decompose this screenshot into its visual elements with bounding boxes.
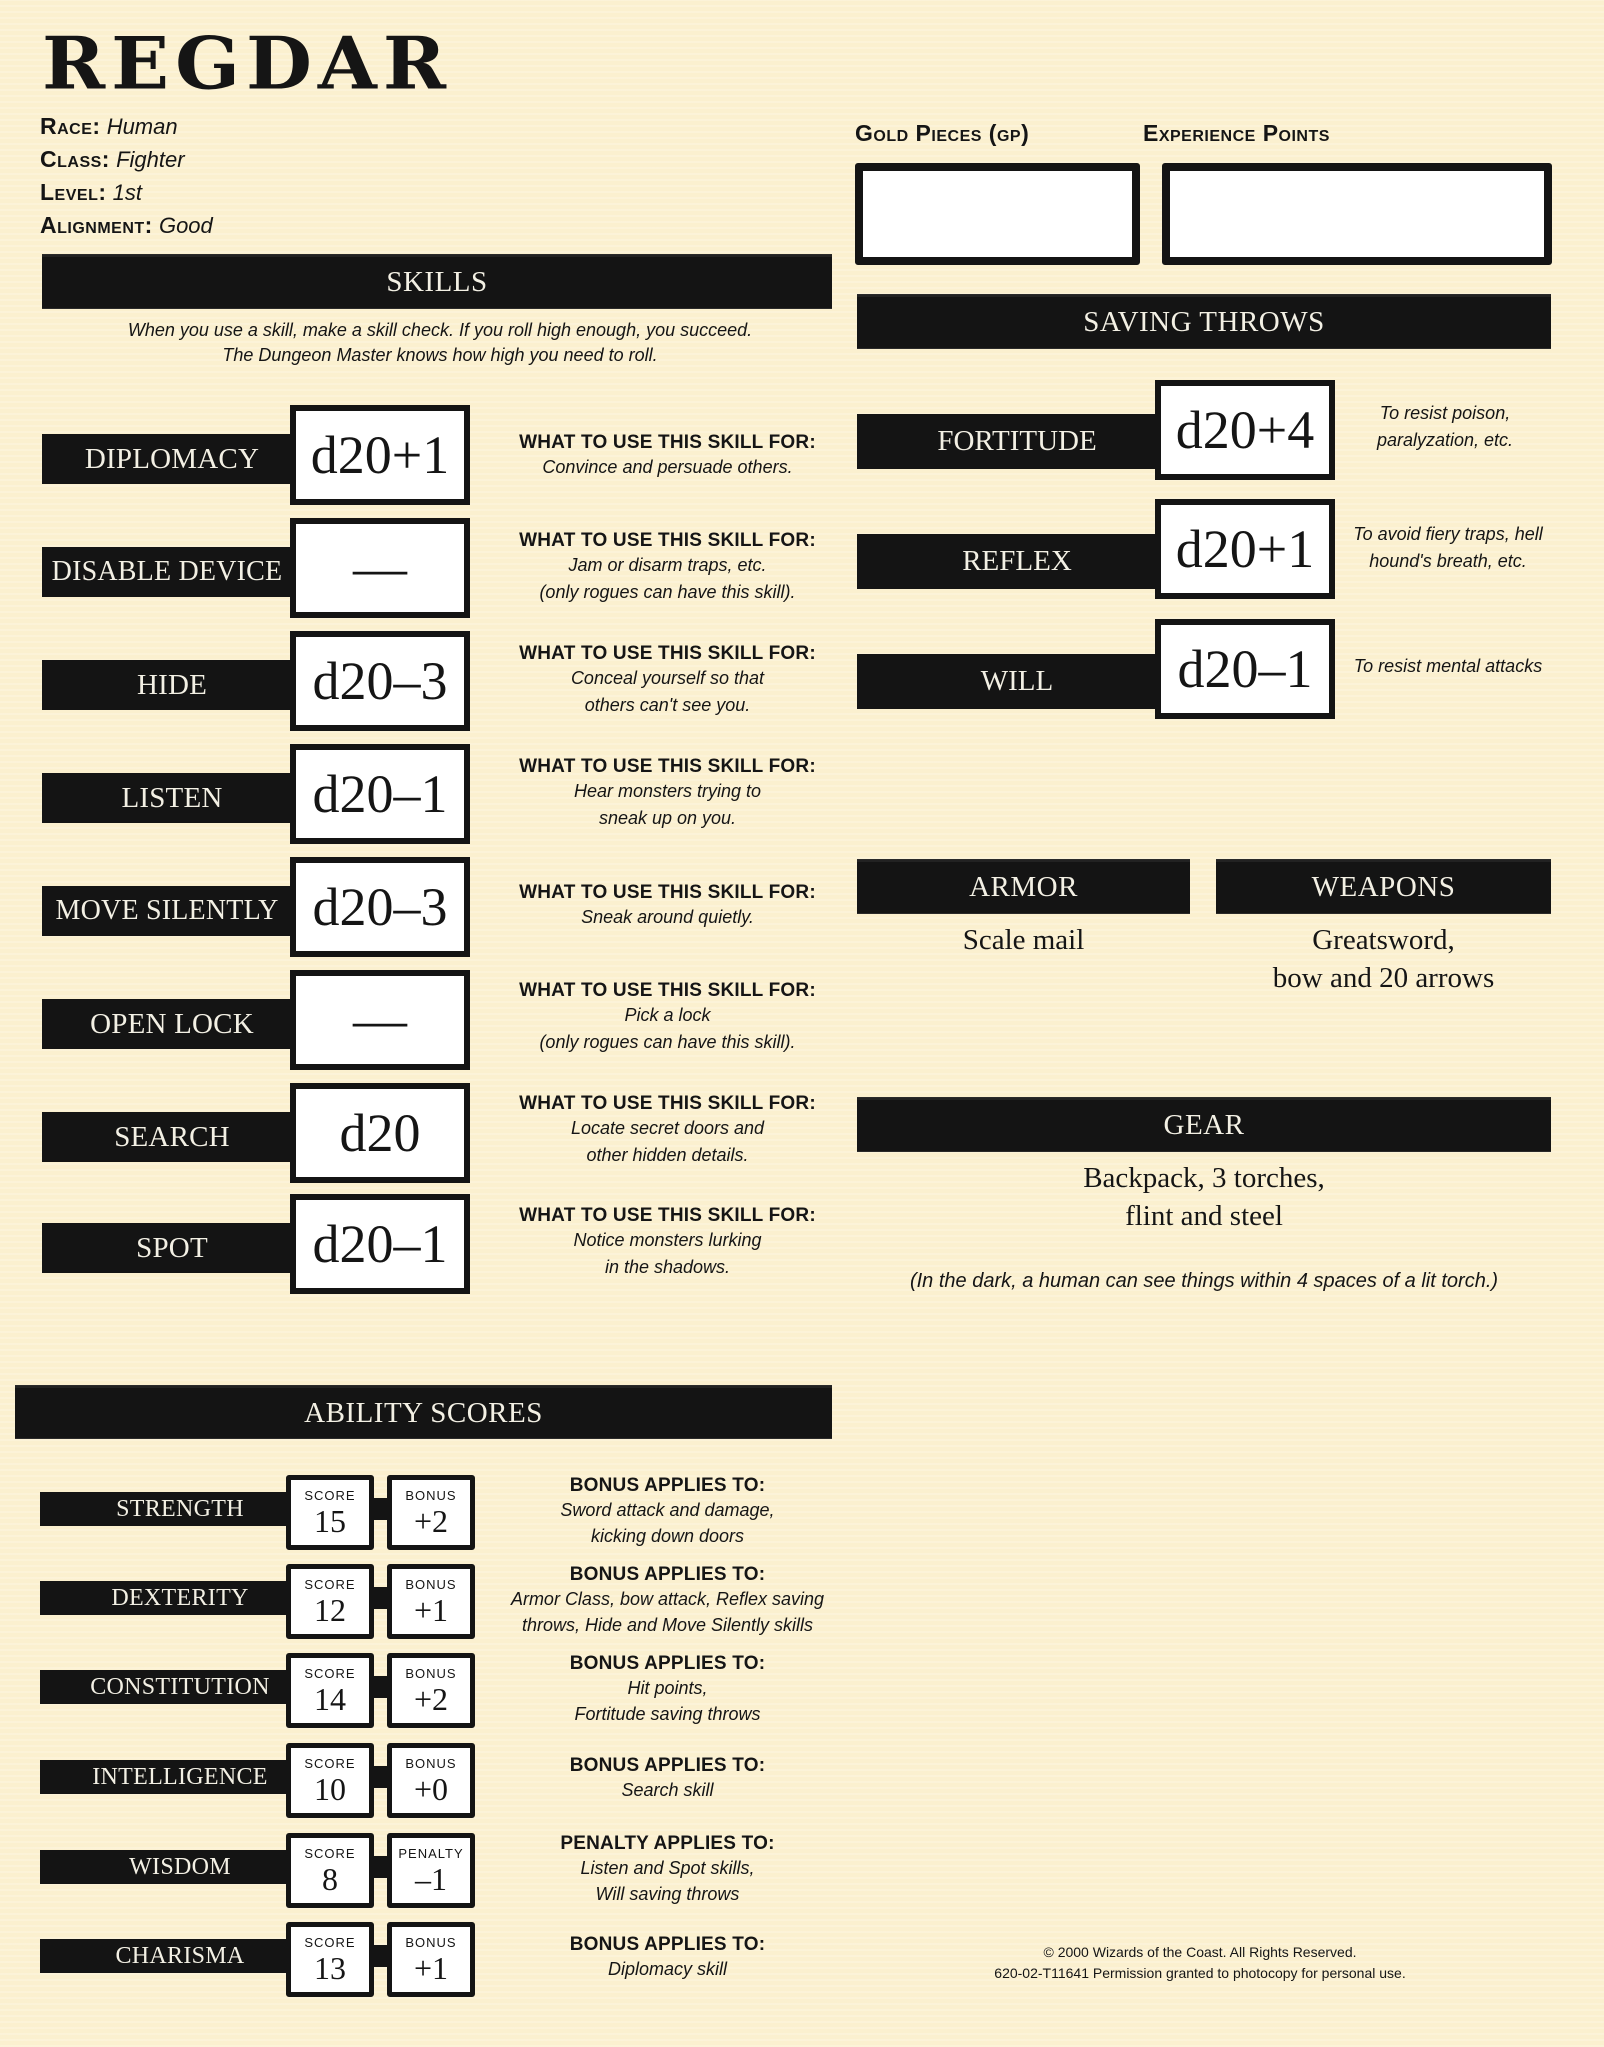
- skills-intro-line2: The Dungeon Master knows how high you need to roll.: [222, 345, 658, 365]
- skill-roll-box: d20–1: [290, 744, 470, 844]
- ability-desc-heading: BONUS APPLIES TO:: [569, 1475, 766, 1496]
- ability-scores-title: ABILITY SCORES: [304, 1396, 543, 1429]
- ability-name: DEXTERITY: [40, 1581, 320, 1615]
- skills-title: SKILLS: [386, 266, 488, 298]
- score-box: [286, 1564, 374, 1639]
- save-roll-box: d20+4: [1155, 380, 1335, 480]
- level-row: [40, 176, 213, 209]
- ability-description: [495, 1653, 840, 1727]
- ability-desc-line1: Hit points,: [627, 1678, 708, 1698]
- skill-desc-heading: WHAT TO USE THIS SKILL FOR:: [519, 530, 816, 551]
- skill-desc-heading: WHAT TO USE THIS SKILL FOR:: [519, 432, 816, 453]
- skill-roll-box: d20: [290, 1083, 470, 1183]
- ability-name: STRENGTH: [40, 1492, 320, 1526]
- save-desc-line1: To resist mental attacks: [1353, 656, 1543, 676]
- score-value: 8: [322, 1860, 338, 1897]
- saving-throws-banner: [857, 295, 1551, 348]
- score-value: 14: [314, 1680, 346, 1717]
- skill-desc-heading: WHAT TO USE THIS SKILL FOR:: [519, 1093, 816, 1114]
- save-name: REFLEX: [857, 534, 1177, 589]
- skill-description: [500, 1205, 835, 1281]
- skill-desc-heading: WHAT TO USE THIS SKILL FOR:: [519, 1205, 816, 1226]
- gold-label: Gold Pieces (gp): [855, 120, 1030, 146]
- ability-desc-line2: Will saving throws: [595, 1884, 740, 1904]
- save-name: FORTITUDE: [857, 414, 1177, 469]
- score-caption: SCORE: [304, 1755, 356, 1771]
- ability-desc-line1: Sword attack and damage,: [560, 1500, 775, 1520]
- xp-field[interactable]: [1162, 163, 1552, 265]
- skill-name: DISABLE DEVICE: [42, 547, 292, 597]
- save-desc-line2: paralyzation, etc.: [1376, 430, 1514, 450]
- skill-roll-box: —: [290, 518, 470, 618]
- save-description: [1340, 400, 1550, 454]
- gear-note: (In the dark, a human can see things within 4 spaces of a lit torch.): [909, 1270, 1499, 1292]
- skill-name: LISTEN: [42, 773, 302, 823]
- skill-desc-line1: Conceal yourself so that: [570, 668, 765, 688]
- skill-desc-line1: Locate secret doors and: [570, 1118, 765, 1138]
- skill-desc-heading: WHAT TO USE THIS SKILL FOR:: [519, 980, 816, 1001]
- armor-title: ARMOR: [969, 871, 1078, 903]
- ability-desc-heading: BONUS APPLIES TO:: [569, 1564, 766, 1585]
- race-value: Human: [106, 114, 178, 139]
- gear-line2: flint and steel: [1125, 1200, 1283, 1232]
- skill-desc-line1: Hear monsters trying to: [573, 781, 762, 801]
- skill-name: DIPLOMACY: [42, 434, 302, 484]
- alignment-label: Alignment:: [40, 212, 153, 238]
- gear-title: GEAR: [1163, 1109, 1245, 1141]
- ability-desc-line2: Fortitude saving throws: [574, 1704, 761, 1724]
- skill-description: [500, 882, 835, 931]
- gold-field[interactable]: [855, 163, 1140, 265]
- skill-description: [500, 756, 835, 832]
- skill-desc-line2: (only rogues can have this skill).: [539, 582, 796, 602]
- modifier-value: –1: [415, 1860, 447, 1897]
- weapons-line1: Greatsword,: [1312, 924, 1455, 956]
- skill-name: MOVE SILENTLY: [42, 886, 292, 936]
- skill-desc-line1: Convince and persuade others.: [542, 457, 793, 477]
- ability-description: [495, 1564, 840, 1638]
- modifier-value: +2: [413, 1680, 449, 1717]
- weapons-value: [1216, 921, 1551, 997]
- modifier-box: [387, 1653, 475, 1728]
- ability-name: WISDOM: [40, 1850, 320, 1884]
- character-info: [40, 110, 213, 242]
- skill-desc-line2: other hidden details.: [586, 1145, 749, 1165]
- score-box: [286, 1833, 374, 1908]
- modifier-value: +1: [413, 1591, 449, 1628]
- weapons-title: WEAPONS: [1311, 871, 1456, 903]
- score-value: 13: [314, 1949, 346, 1986]
- ability-desc-line1: Diplomacy skill: [607, 1959, 728, 1979]
- save-description: [1338, 521, 1558, 575]
- skills-banner: [42, 255, 832, 308]
- ability-desc-heading: BONUS APPLIES TO:: [569, 1755, 766, 1776]
- score-caption: SCORE: [304, 1845, 356, 1861]
- modifier-value: +1: [413, 1949, 449, 1986]
- armor-value: Scale mail: [962, 924, 1085, 956]
- ability-desc-line1: Listen and Spot skills,: [580, 1858, 755, 1878]
- class-row: [40, 143, 213, 176]
- save-roll-box: d20–1: [1155, 619, 1335, 719]
- skill-roll-box: d20+1: [290, 405, 470, 505]
- footer: [940, 1942, 1460, 1984]
- skill-description: [500, 1093, 835, 1169]
- level-label: Level:: [40, 179, 107, 205]
- ability-desc-heading: BONUS APPLIES TO:: [569, 1934, 766, 1955]
- armor-banner: [857, 860, 1190, 913]
- modifier-value: +2: [413, 1502, 449, 1539]
- skill-desc-line2: others can't see you.: [584, 695, 751, 715]
- score-caption: SCORE: [304, 1665, 356, 1681]
- skill-desc-heading: WHAT TO USE THIS SKILL FOR:: [519, 643, 816, 664]
- save-description: [1338, 653, 1558, 680]
- skill-description: [500, 980, 835, 1056]
- skill-desc-line1: Sneak around quietly.: [581, 907, 754, 927]
- save-desc-line1: To resist poison,: [1379, 403, 1511, 423]
- skills-intro-line1: When you use a skill, make a skill check. If you roll high enough, you succeed.: [127, 320, 753, 340]
- skill-desc-line2: in the shadows.: [604, 1257, 731, 1277]
- level-value: 1st: [112, 180, 142, 205]
- modifier-caption: BONUS: [405, 1934, 457, 1950]
- modifier-box: [387, 1833, 475, 1908]
- score-box: [286, 1475, 374, 1550]
- skill-desc-line2: (only rogues can have this skill).: [539, 1032, 796, 1052]
- ability-description: [495, 1934, 840, 1982]
- score-value: 12: [314, 1591, 346, 1628]
- ability-description: [495, 1833, 840, 1907]
- ability-desc-line1: Armor Class, bow attack, Reflex saving: [510, 1589, 825, 1609]
- race-row: [40, 110, 213, 143]
- skill-roll-box: d20–1: [290, 1194, 470, 1294]
- modifier-caption: PENALTY: [398, 1845, 464, 1861]
- skill-name: SEARCH: [42, 1112, 302, 1162]
- skill-desc-line1: Notice monsters lurking: [573, 1230, 762, 1250]
- ability-desc-line1: Search skill: [621, 1780, 714, 1800]
- skill-roll-box: d20–3: [290, 631, 470, 731]
- skill-desc-line2: sneak up on you.: [598, 808, 737, 828]
- modifier-box: [387, 1743, 475, 1818]
- skill-name: OPEN LOCK: [42, 999, 302, 1049]
- skill-desc-heading: WHAT TO USE THIS SKILL FOR:: [519, 882, 816, 903]
- weapons-banner: [1216, 860, 1551, 913]
- weapons-line2: bow and 20 arrows: [1272, 962, 1495, 994]
- class-label: Class:: [40, 146, 110, 172]
- skill-description: [500, 530, 835, 606]
- score-box: [286, 1743, 374, 1818]
- score-caption: SCORE: [304, 1487, 356, 1503]
- modifier-value: +0: [413, 1770, 449, 1807]
- save-name: WILL: [857, 654, 1177, 709]
- skill-desc-line1: Pick a lock: [624, 1005, 711, 1025]
- ability-scores-banner: [15, 1386, 832, 1438]
- alignment-value: Good: [158, 213, 213, 238]
- score-caption: SCORE: [304, 1576, 356, 1592]
- ability-description: [495, 1755, 840, 1803]
- ability-desc-line2: kicking down doors: [590, 1526, 745, 1546]
- alignment-row: [40, 209, 213, 242]
- ability-name: INTELLIGENCE: [40, 1760, 320, 1794]
- xp-label: Experience Points: [1143, 120, 1330, 146]
- ability-desc-line2: throws, Hide and Move Silently skills: [521, 1615, 814, 1635]
- score-box: [286, 1653, 374, 1728]
- score-caption: SCORE: [304, 1934, 356, 1950]
- modifier-box: [387, 1564, 475, 1639]
- ability-desc-heading: PENALTY APPLIES TO:: [560, 1833, 775, 1854]
- save-desc-line1: To avoid fiery traps, hell: [1353, 524, 1543, 544]
- skill-roll-box: —: [290, 970, 470, 1070]
- ability-name: CHARISMA: [40, 1939, 320, 1973]
- score-value: 15: [314, 1502, 346, 1539]
- skill-roll-box: d20–3: [290, 857, 470, 957]
- skill-description: [500, 432, 835, 481]
- saving-throws-title: SAVING THROWS: [1083, 306, 1325, 338]
- ability-description: [495, 1475, 840, 1549]
- skill-desc-line1: Jam or disarm traps, etc.: [568, 555, 767, 575]
- modifier-box: [387, 1922, 475, 1997]
- gear-value: [857, 1159, 1551, 1235]
- skill-desc-heading: WHAT TO USE THIS SKILL FOR:: [519, 756, 816, 777]
- permission-text: 620-02-T11641 Permission granted to photocopy for personal use.: [994, 1965, 1406, 1981]
- modifier-caption: BONUS: [405, 1665, 457, 1681]
- gear-banner: [857, 1098, 1551, 1151]
- modifier-caption: BONUS: [405, 1576, 457, 1592]
- score-box: [286, 1922, 374, 1997]
- save-desc-line2: hound's breath, etc.: [1369, 551, 1527, 571]
- skill-description: [500, 643, 835, 719]
- ability-desc-heading: BONUS APPLIES TO:: [569, 1653, 766, 1674]
- race-label: Race:: [40, 113, 101, 139]
- score-value: 10: [314, 1770, 346, 1807]
- skills-intro: [60, 318, 820, 368]
- gear-line1: Backpack, 3 torches,: [1083, 1162, 1325, 1194]
- modifier-caption: BONUS: [405, 1755, 457, 1771]
- copyright-text: © 2000 Wizards of the Coast. All Rights Reserved.: [1043, 1944, 1357, 1960]
- save-roll-box: d20+1: [1155, 499, 1335, 599]
- modifier-caption: BONUS: [405, 1487, 457, 1503]
- class-value: Fighter: [116, 147, 185, 172]
- character-name: REGDAR: [42, 21, 453, 106]
- ability-name: CONSTITUTION: [40, 1670, 320, 1704]
- modifier-box: [387, 1475, 475, 1550]
- skill-name: SPOT: [42, 1223, 302, 1273]
- skill-name: HIDE: [42, 660, 302, 710]
